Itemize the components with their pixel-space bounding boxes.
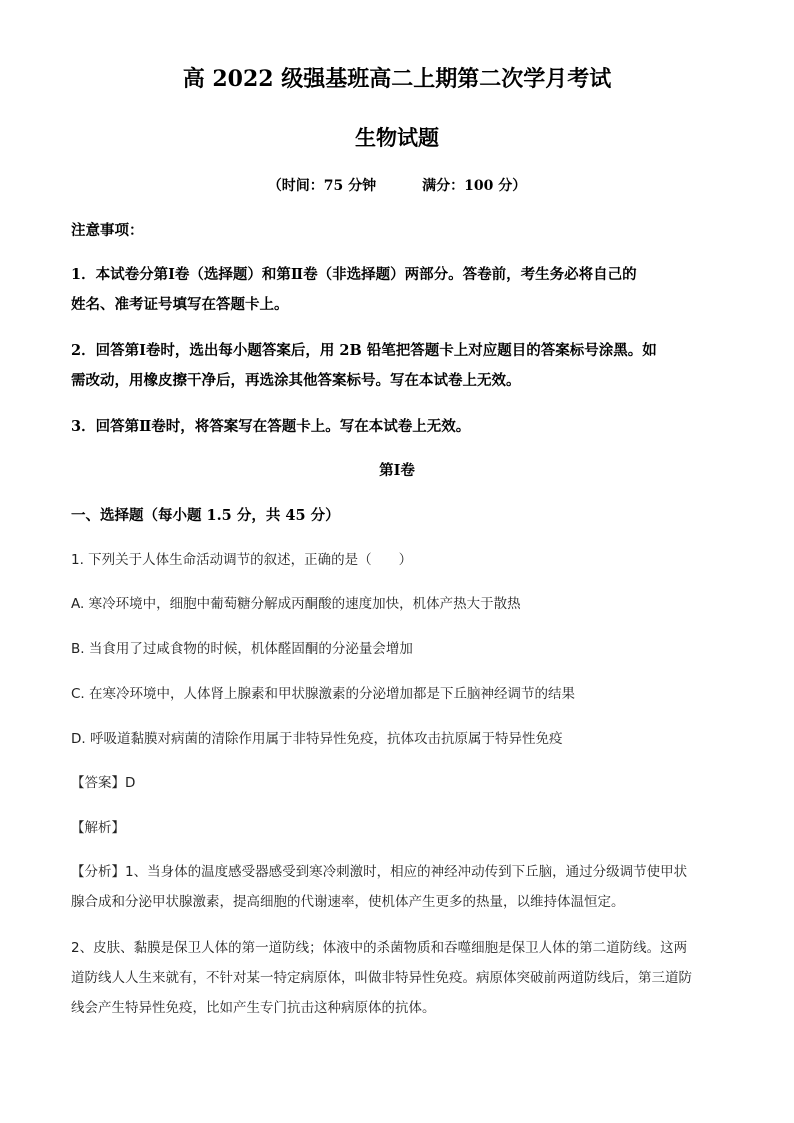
analysis-line: 腺合成和分泌甲状腺激素，提高细胞的代谢速率，使机体产生更多的热量，以维持体温恒定。 [71,894,625,910]
notice-line: 2．回答第Ⅰ卷时，选出每小题答案后，用 2B 铅笔把答题卡上对应题目的答案标号涂黑。如 [71,342,657,359]
notice-line: 姓名、准考证号填写在答题卡上。 [71,296,289,313]
option-c: C. 在寒冷环境中，人体肾上腺素和甲状腺激素的分泌增加都是下丘脑神经调节的结果 [71,686,576,702]
notice-line: 3．回答第Ⅱ卷时，将答案写在答题卡上。写在本试卷上无效。 [71,418,471,435]
answer-label: 【答案】D [71,775,136,791]
exam-subtitle: 生物试题 [355,125,439,150]
option-d: D. 呼吸道黏膜对病菌的清除作用属于非特异性免疫，抗体攻击抗原属于特异性免疫 [71,731,563,747]
analysis-label: 【解析】 [71,820,125,836]
analysis-line: 【分析】1、当身体的温度感受器感受到寒冷刺激时，相应的神经冲动传到下丘脑，通过分级调节使甲状 [71,864,688,880]
option-a: A. 寒冷环境中，细胞中葡萄糖分解成丙酮酸的速度加快，机体产热大于散热 [71,596,521,612]
exam-title: 高 2022 级强基班高二上期第二次学月考试 [182,66,612,92]
exam-time: （时间：75 分钟 [267,178,377,194]
section-heading: 一、选择题（每小题 1.5 分，共 45 分） [71,507,340,524]
analysis-line: 道防线人人生来就有，不针对某一特定病原体，叫做非特异性免疫。病原体突破前两道防线后，第三道防 [71,970,692,986]
analysis-line: 2、皮肤、黏膜是保卫人体的第一道防线；体液中的杀菌物质和吞噬细胞是保卫人体的第二道防线。这两 [71,940,688,956]
exam-score: 满分：100 分） [422,178,527,194]
analysis-line: 线会产生特异性免疫，比如产生专门抗击这种病原体的抗体。 [71,1000,436,1016]
option-b: B. 当食用了过咸食物的时候，机体醛固酮的分泌量会增加 [71,641,413,657]
question-stem: 1. 下列关于人体生命活动调节的叙述，正确的是（ ） [71,552,413,568]
notice-heading: 注意事项： [71,222,144,239]
notice-line: 1．本试卷分第Ⅰ卷（选择题）和第Ⅱ卷（非选择题）两部分。答卷前，考生务必将自己的 [71,266,637,283]
exam-time-score [0,179,794,193]
notice-line: 需改动，用橡皮擦干净后，再选涂其他答案标号。写在本试卷上无效。 [71,372,521,389]
part-heading: 第Ⅰ卷 [379,462,415,479]
